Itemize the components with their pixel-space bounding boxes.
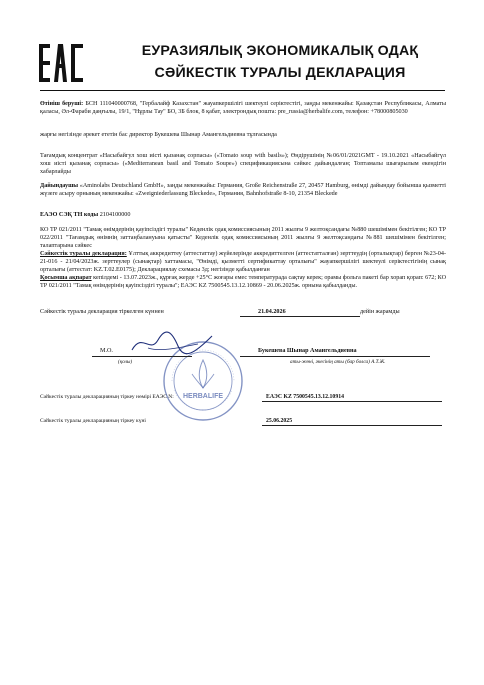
regulations-block: КО ТР 021/2011 "Тамақ өнімдерінің қауіпсіздігі туралы" Кеденлік одақ комиссиясының 2011 жылғы 9 желтоқсандағы №880 шешімімен бекітілген; КО ТР 022/2011 "Тағамдық өнімнің заттаңбалануына қатысты" Кеденлік одақ комиссиясының 2011 жылғы 9 желтоқсандағы №881 шешімімен бекітілген; талаптарына сәйкес	[40, 227, 446, 249]
declarant-label: Өтініш беруші:	[40, 101, 84, 107]
eac-logo	[39, 44, 83, 82]
validity-date: 21.04.2026	[258, 309, 286, 315]
registration-number-label: Сәйкестік туралы декларацияның тіркеу нөмірі ЕАЭС N:	[40, 394, 174, 400]
registration-date-line	[262, 425, 442, 426]
conditions-block	[40, 274, 446, 290]
registration-date: 25.06.2025	[266, 418, 293, 424]
director-line: жарғы негізінде әрекет ететін бас директор Букешева Шынар Амангельдиевна тұлғасында	[40, 132, 277, 138]
tnved-block	[40, 211, 446, 219]
registration-date-label: Сәйкестік туралы декларацияның тіркеу күні	[40, 418, 146, 424]
validity-label: Сәйкестік туралы декларация тіркелген күннен	[40, 309, 164, 315]
declarant-block	[40, 100, 446, 116]
seal-text: HERBALIFE	[182, 393, 224, 400]
manufacturer-label: Дайындаушы	[40, 183, 79, 189]
tnved-label: ЕАЭО СЭҚ ТН коды	[40, 212, 99, 218]
signer-name: Букешева Шынар Амангельдиевна	[258, 348, 357, 354]
declarant-text: БСН 111040000768, "Гербалайф Казахстан" жауапкершілігі шектеулі серіктестігі, заңды мекенжайы: Қазақстан Республикасы, Алматы қаласы, Әл-Фараби даңғылы, 19/1, "Нұрлы Тау" БО, 3Б блок, 8 қабат, электрондық пошта: pre_russia@herbalife.com, телефон: +78000805030	[40, 101, 446, 115]
basis-label: Сәйкестік туралы декларация:	[40, 251, 127, 257]
tnved-value: 2104100000	[99, 212, 131, 218]
product-block: Тағамдық концентрат «Насыбайгул хош иісті қызанақ сорпасы» («Tomato soup with basils»); Өндірушінің №06/01/2021GMT - 19.10.2021 «Насыбайгүл хош иісті қызанақ сорпасы» («Mediterranean basil and Tomato Soupe») спецификациясына сәйкес дайындалған; Топтамалы шығарылым екендігін хабарлайды	[40, 153, 446, 175]
header-rule	[40, 90, 445, 91]
conditions-label: Қосымша ақпарат	[40, 275, 92, 281]
basis-block	[40, 250, 446, 274]
signature-scribble	[128, 328, 218, 358]
basis-text: Ұлттық аккредиттеу (аттестаттау) жүйелерінде аккредиттелген (аттестатталған) зерттеудің (орталықтар) берген №23-04-21-016 - 21/04/2023ж. зерттеулер (сынақтар) хаттамасы, "Өнімді, қызметті сертификаттау орталығы" жауапкершілігі шектеулі серіктестігінің сынақ орталығы (аттестат: KZ.T.02.E0175); Декларациялау схемасы 3д; негізінде қабылданған	[40, 251, 446, 273]
registration-number: ЕАЭС KZ 7500545.13.12.10914	[266, 394, 345, 400]
validity-date-line	[240, 316, 360, 317]
signer-name-line	[240, 356, 430, 357]
conditions-text: кепілдемі - 13.07.2023ж., құрғақ жерде +25°С жоғары емес температурада сақтау керек; орамы фольга пакеті бар хорап қорап: 672; КО ТР 021/2011 "Тамақ өнімдерінің қауіпсіздігі туралы"; ЕАЭС KZ 7500545.13.12.10869 - 20.06.2025ж. орнына қабылданды.	[40, 275, 446, 289]
signer-name-caption: аты-жөні, әкесінің аты (бар болса) А.Т.Ж.	[290, 359, 386, 365]
title-line-1: ЕУРАЗИЯЛЫҚ ЭКОНОМИКАЛЫҚ ОДАҚ	[141, 43, 419, 59]
signature-caption: (қолы)	[118, 359, 133, 365]
title-line-2: СӘЙКЕСТІК ТУРАЛЫ ДЕКЛАРАЦИЯ	[154, 65, 406, 81]
manufacturer-block	[40, 182, 446, 198]
manufacturer-text: «Aminolabs Deutschland GmbH», заңды мекенжайы: Германия, Große Reichenstraße 27, 20457 Hamburg, өнімді дайындау бойынша қызметті жүзеге асыру орнының мекенжайы: «Zweigniederlassung Bleckede», Германия, Bahnhofstraße 8-10, 21354 Bleckede	[40, 183, 446, 197]
validity-suffix: дейін жарамды	[360, 309, 400, 315]
seal-label: М.О.	[100, 348, 113, 354]
registration-number-line	[262, 401, 442, 402]
signature-line	[92, 356, 192, 357]
